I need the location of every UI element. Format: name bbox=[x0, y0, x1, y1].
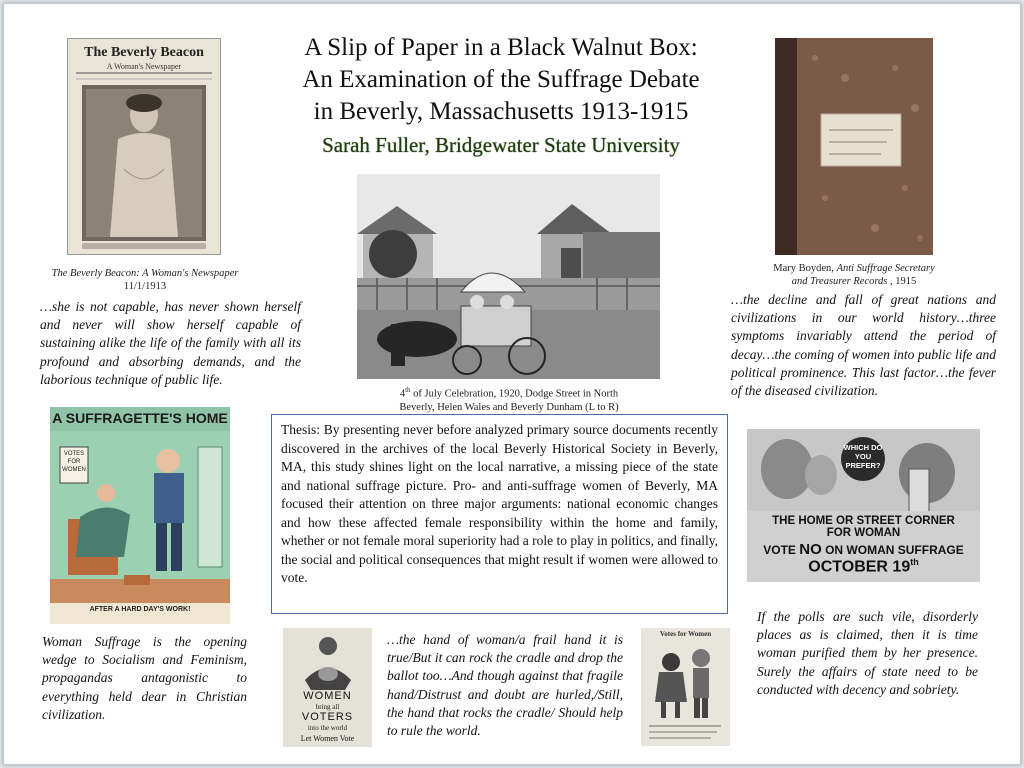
beacon-masthead: The Beverly Beacon bbox=[84, 45, 204, 60]
beacon-caption-line-2: 11/1/1913 bbox=[123, 281, 167, 292]
poster-vote-line bbox=[747, 541, 980, 558]
title-line-3: in Beverly, Massachusetts 1913-1915 bbox=[313, 98, 689, 125]
poster-date-sup: th bbox=[910, 557, 919, 567]
poster-date bbox=[747, 557, 980, 576]
women-voters-line-3: VOTERS bbox=[301, 711, 354, 723]
records-quote: …the decline and fall of great nations and civilizations in our world history…three symptoms invariably attend the period of decay…the coming of women into public life and political prominence. This last factor…the fever of the diseased civilization. bbox=[731, 292, 996, 399]
women-voters-line-4: into the world bbox=[307, 724, 348, 732]
beacon-portrait bbox=[68, 39, 220, 254]
poster-vote-pre: VOTE bbox=[763, 543, 796, 557]
home-or-street-poster bbox=[747, 429, 980, 582]
votes-for-women-card bbox=[641, 628, 730, 746]
beacon-caption-line-1: The Beverly Beacon: A Woman's Newspaper bbox=[51, 268, 239, 279]
beacon-caption bbox=[34, 267, 256, 293]
slide bbox=[3, 3, 1021, 765]
poster-date-text: OCTOBER 19 bbox=[808, 558, 911, 576]
records-caption-line-2 bbox=[734, 275, 974, 288]
beverly-beacon-image bbox=[67, 38, 221, 255]
poster-title: A SUFFRAGETTE'S HOME bbox=[52, 410, 228, 426]
parade-caption-sup: th bbox=[405, 386, 411, 394]
suffrage-wedge-quote: Woman Suffrage is the opening wedge to Socialism and Feminism, propagandas antagonistic to everything held dear in Christian civilization. bbox=[42, 634, 247, 722]
title-line-2: An Examination of the Suffrage Debate bbox=[302, 66, 700, 93]
poster-bottom: AFTER A HARD DAY'S WORK! bbox=[89, 606, 191, 613]
beacon-masthead-sub: A Woman's Newspaper bbox=[106, 62, 182, 71]
parade-caption-line-2: Beverly, Helen Wales and Beverly Dunham (L to R) bbox=[399, 401, 619, 413]
records-caption-name: Mary Boyden, bbox=[773, 263, 837, 274]
beacon-quote: …she is not capable, has never shown herself and never will show herself capable of sustaining alike the life of the family with all its profound and absorbing demands, and the laborious technique of public life. bbox=[40, 299, 301, 387]
parade-caption-line-1 bbox=[356, 384, 662, 401]
women-voters-line-5: Let Women Vote bbox=[300, 734, 355, 743]
women-voters-line-1: WOMEN bbox=[303, 690, 352, 702]
records-book-image bbox=[775, 38, 933, 255]
poster-bubble: WHICH DO YOU PREFER? bbox=[843, 443, 883, 470]
records-book-cover bbox=[775, 38, 933, 255]
records-caption-italic: and Treasurer Records bbox=[791, 276, 888, 287]
author-line: Sarah Fuller, Bridgewater State University bbox=[322, 133, 680, 157]
cradle-quote: …the hand of woman/a frail hand it is true/But it can rock the cradle and drop the ballot too…And though against that fragile hand/Distrust and doubt are hurled,/Still, the hand that rocks the cradle/ Should help to rule the world. bbox=[387, 632, 623, 739]
suffragettes-home-poster bbox=[50, 407, 230, 624]
poster-vote-post: ON WOMAN SUFFRAGE bbox=[825, 543, 964, 557]
poster-sign: VOTES FOR WOMEN bbox=[62, 451, 86, 473]
women-voters-poster bbox=[283, 628, 372, 747]
parade-scene bbox=[357, 174, 660, 379]
records-caption bbox=[734, 262, 974, 288]
title-line-1: A Slip of Paper in a Black Walnut Box: bbox=[304, 34, 698, 61]
records-caption-year: , 1915 bbox=[887, 276, 917, 287]
thesis-box: Thesis: By presenting never before analyzed primary source documents recently discovered in the archives of the local Beverly Historical Society in Beverly, MA, this study shines light on the local narrative, a missing piece of the state and national suffrage picture. Pro- and anti-suffrage women of Beverly, MA focused their attention on three major arguments: national economic changes and how these affected female responsibility within the home and family, whether or not female moral superiority had a role to play in politics, and finally, the social and political consequences that might result if women were allowed to vote. bbox=[271, 414, 728, 614]
parade-caption-day: 4 bbox=[399, 388, 406, 400]
parade-photo bbox=[357, 174, 660, 379]
women-voters-line-2: bring all bbox=[315, 703, 340, 711]
parade-caption-rest: of July Celebration, 1920, Dodge Street in North bbox=[410, 388, 619, 400]
polls-quote: If the polls are such vile, disorderly places as is claimed, then it is time woman purified them by her presence. Surely the affairs of state need to be conducted with decency and sobriety. bbox=[757, 609, 978, 697]
card-header: Votes for Women bbox=[659, 630, 712, 638]
page-title bbox=[266, 32, 736, 128]
poster-vote-no: NO bbox=[799, 541, 822, 558]
poster-line-2: FOR WOMAN bbox=[826, 527, 901, 539]
records-caption-line-1 bbox=[734, 262, 974, 275]
records-caption-title: Anti Suffrage Secretary bbox=[836, 263, 935, 274]
parade-caption bbox=[356, 384, 662, 414]
card-figures bbox=[641, 628, 730, 746]
poster-scene bbox=[50, 407, 230, 624]
poster-line-1: THE HOME OR STREET CORNER bbox=[772, 515, 955, 527]
